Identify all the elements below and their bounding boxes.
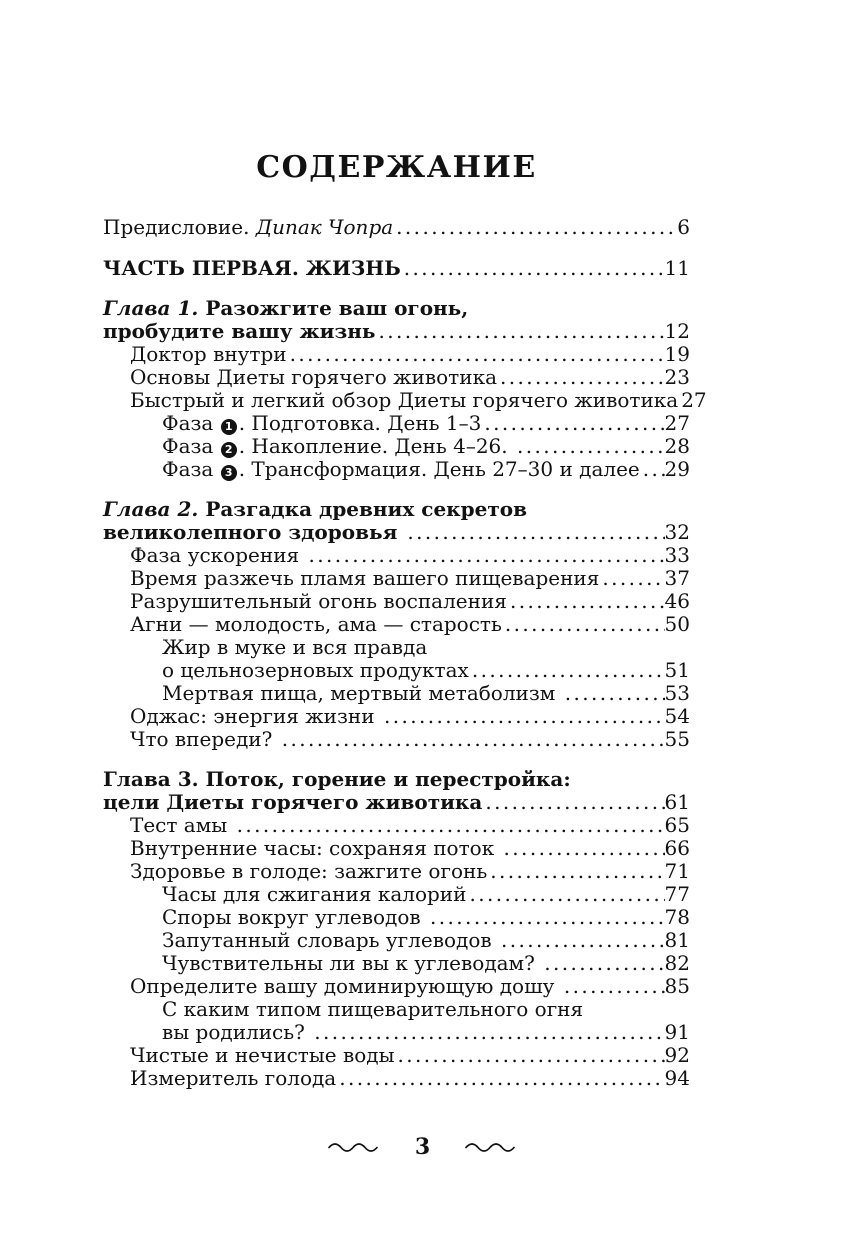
toc-line xyxy=(162,435,690,458)
dot-leader xyxy=(482,791,664,814)
toc-text-segment: Определите вашу доминирующую дошу xyxy=(130,974,561,998)
page-number: 27 xyxy=(664,411,690,435)
toc-line xyxy=(103,791,690,814)
toc-text-segment: Разгадка древних секретов xyxy=(205,497,527,521)
toc-line xyxy=(162,458,690,481)
toc-text-segment: Часы для сжигания калорий xyxy=(162,882,467,906)
toc-text-segment: вы родились? xyxy=(162,1020,312,1044)
toc-entry-text xyxy=(162,906,427,929)
page-number: 82 xyxy=(664,951,690,975)
toc-text-segment: Споры вокруг углеводов xyxy=(162,905,428,929)
dot-leader xyxy=(393,216,677,239)
toc-entry-section xyxy=(103,705,690,728)
dot-leader xyxy=(497,366,665,389)
page-number: 78 xyxy=(664,905,690,929)
toc-line xyxy=(162,929,690,952)
dot-leader xyxy=(287,343,665,366)
toc-line xyxy=(130,343,690,366)
toc-entry-text xyxy=(130,728,279,751)
toc-line xyxy=(103,297,690,320)
toc-entry-subsection xyxy=(103,435,690,458)
toc-entry-section xyxy=(103,388,707,412)
toc-entry-subsection xyxy=(103,906,690,929)
page-number: 53 xyxy=(664,681,690,705)
toc-text-segment: Внутренние часы: сохраняя поток xyxy=(130,836,501,860)
toc-entry-text xyxy=(130,389,678,412)
toc-line xyxy=(130,388,707,412)
dot-leader xyxy=(466,883,664,906)
toc-entry-text xyxy=(103,257,401,280)
toc-text-segment: Фаза ускорения xyxy=(130,543,306,567)
toc-text-segment: Доктор внутри xyxy=(130,342,287,366)
toc-line xyxy=(130,705,690,728)
toc-entry-text xyxy=(130,814,234,837)
phase-number-badge: 3 xyxy=(221,465,237,481)
page-number: 51 xyxy=(664,658,690,682)
toc-text-segment: . Накопление. День 4–26. xyxy=(238,434,514,458)
toc-line xyxy=(130,860,690,883)
toc-text-segment: Фаза xyxy=(162,434,220,458)
toc-text-segment: цели Диеты горячего животика xyxy=(103,790,483,814)
page-number: 50 xyxy=(664,612,690,636)
toc-entry-subsection xyxy=(103,412,690,435)
phase-number-badge: 1 xyxy=(221,419,237,435)
toc-text-segment: Что впереди? xyxy=(130,727,279,751)
toc-entry-text xyxy=(162,929,498,952)
toc-entry-text xyxy=(162,682,562,705)
toc-line xyxy=(130,1067,690,1090)
toc-entry-text xyxy=(130,705,381,728)
toc-entry-section xyxy=(103,1067,690,1090)
dot-leader xyxy=(311,1021,664,1044)
toc-text-segment: Глава 1. xyxy=(103,296,206,320)
toc-line xyxy=(103,216,690,239)
toc-entry-section xyxy=(103,837,690,860)
toc-entry-chapter xyxy=(103,498,690,544)
toc-line xyxy=(162,659,690,682)
toc-line xyxy=(130,613,690,636)
page-number: 33 xyxy=(664,543,690,567)
toc-entry-section xyxy=(103,860,690,883)
dot-leader xyxy=(306,544,665,567)
toc-entry-text xyxy=(130,1044,394,1067)
toc-text-segment: Дипак Чопра xyxy=(255,215,394,239)
wave-ornament-icon xyxy=(326,1141,382,1153)
toc-text-segment: ЧАСТЬ ПЕРВАЯ. ЖИЗНЬ xyxy=(103,256,401,280)
toc-text-segment: С каким типом пищеварительного огня xyxy=(162,997,584,1021)
toc-entry-text xyxy=(162,412,481,435)
toc-line xyxy=(103,257,690,280)
toc-entry-text xyxy=(162,659,469,682)
toc-entry-section xyxy=(103,728,690,751)
toc-entry-text xyxy=(130,975,561,998)
dot-leader xyxy=(401,257,665,280)
toc-text-segment: Чистые и нечистые воды xyxy=(130,1043,395,1067)
dot-leader xyxy=(501,837,665,860)
toc-entry-part xyxy=(103,257,690,280)
page-number: 29 xyxy=(664,457,690,481)
toc-entry-subsection xyxy=(103,952,690,975)
toc-text-segment: Фаза xyxy=(162,457,220,481)
page-number: 28 xyxy=(664,434,690,458)
toc-text-segment: о цельнозерновых продуктах xyxy=(162,658,469,682)
toc-text-segment: . Трансформация. День 27–30 и далее xyxy=(238,457,640,481)
dot-leader xyxy=(498,929,665,952)
toc-entry-subsection xyxy=(103,929,690,952)
dot-leader xyxy=(487,860,664,883)
toc-entry-text xyxy=(162,435,514,458)
toc-entry-text xyxy=(103,521,404,544)
toc-content xyxy=(103,150,707,1090)
toc-entry-text xyxy=(130,613,502,636)
toc-line xyxy=(103,320,690,343)
toc-entry-text xyxy=(162,998,583,1021)
page-number: 71 xyxy=(664,859,690,883)
page-number: 55 xyxy=(664,727,690,751)
dot-leader xyxy=(502,613,665,636)
toc-entry-text xyxy=(130,860,487,883)
toc-text-segment: . Подготовка. День 1–3 xyxy=(238,411,482,435)
toc-entry-text xyxy=(103,498,527,521)
toc-entry-text xyxy=(103,297,468,320)
page-number: 12 xyxy=(664,319,690,343)
toc-entry-text xyxy=(162,458,640,481)
dot-leader xyxy=(394,1044,664,1067)
toc-text-segment: Агни — молодость, ама — старость xyxy=(130,612,502,636)
dot-leader xyxy=(640,458,665,481)
toc-entry-text xyxy=(130,837,501,860)
page-number: 92 xyxy=(664,1043,690,1067)
toc-text-segment: Фаза xyxy=(162,411,220,435)
toc-line xyxy=(103,498,690,521)
toc-line xyxy=(130,1044,690,1067)
toc-entry-section xyxy=(103,544,690,567)
dot-leader xyxy=(375,320,664,343)
toc-entry-subsection xyxy=(103,883,690,906)
toc-text-segment: Тест амы xyxy=(130,813,234,837)
toc-line xyxy=(130,814,690,837)
toc-entry-text xyxy=(130,343,287,366)
page-number: 19 xyxy=(664,342,690,366)
toc-text-segment: Запутанный словарь углеводов xyxy=(162,928,498,952)
dot-leader xyxy=(481,412,664,435)
toc-entry-section xyxy=(103,366,690,389)
page-number: 6 xyxy=(677,215,690,239)
page-number: 27 xyxy=(681,388,707,412)
page-number: 54 xyxy=(664,704,690,728)
toc-line xyxy=(162,1021,690,1044)
toc-entry-text xyxy=(103,216,393,239)
toc-line xyxy=(162,998,690,1021)
toc-line xyxy=(130,567,690,590)
toc-line xyxy=(162,906,690,929)
toc-entry-text xyxy=(162,883,466,906)
toc-line xyxy=(130,975,690,998)
toc-entry-subsection xyxy=(103,458,690,481)
toc-line xyxy=(130,544,690,567)
page-number: 85 xyxy=(664,974,690,998)
toc-line xyxy=(103,521,690,544)
toc-line xyxy=(130,728,690,751)
page-number: 77 xyxy=(664,882,690,906)
toc-entry-section xyxy=(103,567,690,590)
dot-leader xyxy=(561,975,665,998)
phase-number-badge: 2 xyxy=(221,442,237,458)
toc-text-segment: Разожгите ваш огонь, xyxy=(205,296,469,320)
toc-text-segment: пробудите вашу жизнь xyxy=(103,319,376,343)
dot-leader xyxy=(279,728,665,751)
page-number: 32 xyxy=(664,520,690,544)
page-number: 23 xyxy=(664,365,690,389)
toc-line xyxy=(162,412,690,435)
toc-entry-subsection xyxy=(103,636,690,682)
toc-entry-text xyxy=(130,544,306,567)
toc-line xyxy=(130,366,690,389)
toc-line xyxy=(162,682,690,705)
toc-entry-text xyxy=(162,1021,311,1044)
dot-leader xyxy=(336,1067,664,1090)
toc-entry-chapter xyxy=(103,297,690,343)
toc-entry-section xyxy=(103,814,690,837)
dot-leader xyxy=(541,952,664,975)
toc-line xyxy=(130,590,690,613)
page-number: 66 xyxy=(664,836,690,860)
dot-leader xyxy=(234,814,665,837)
toc-text-segment: Глава 3. Поток, горение и перестройка: xyxy=(103,767,571,791)
dot-leader xyxy=(599,567,664,590)
toc-text-segment: великолепного здоровья xyxy=(103,520,405,544)
toc-entry-text xyxy=(130,567,599,590)
toc-entry-text xyxy=(130,366,497,389)
page-number: 61 xyxy=(664,790,690,814)
toc-entry-section xyxy=(103,1044,690,1067)
dot-leader xyxy=(562,682,665,705)
toc-text-segment: Чувствительны ли вы к углеводам? xyxy=(162,951,542,975)
dot-leader xyxy=(427,906,665,929)
toc-text-segment: Жир в муке и вся правда xyxy=(162,635,428,659)
toc-text-segment: Время разжечь пламя вашего пищеварения xyxy=(130,566,600,590)
toc-line xyxy=(103,768,690,791)
dot-leader xyxy=(469,659,665,682)
page-number: 11 xyxy=(664,256,690,280)
toc-line xyxy=(130,837,690,860)
toc-text-segment: Быстрый и легкий обзор Диеты горячего животика xyxy=(130,388,679,412)
page-number: 37 xyxy=(664,566,690,590)
toc-entry-section xyxy=(103,343,690,366)
page-number: 91 xyxy=(664,1020,690,1044)
page-number: 94 xyxy=(664,1066,690,1090)
toc-entry-preface xyxy=(103,216,690,239)
toc-entry-text xyxy=(130,590,507,613)
page-number: 81 xyxy=(664,928,690,952)
toc-list xyxy=(103,215,707,1090)
toc-entry-subsection xyxy=(103,682,690,705)
toc-entry-section xyxy=(103,975,690,998)
page-number: 65 xyxy=(664,813,690,837)
toc-entry-text xyxy=(103,791,482,814)
toc-entry-section xyxy=(103,613,690,636)
toc-text-segment: Глава 2. xyxy=(103,497,206,521)
toc-entry-subsection xyxy=(103,998,690,1044)
toc-entry-text xyxy=(103,768,571,791)
page-title: СОДЕРЖАНИЕ xyxy=(256,150,537,185)
toc-text-segment: Предисловие. xyxy=(103,215,256,239)
toc-entry-text xyxy=(130,1067,336,1090)
toc-text-segment: Измеритель голода xyxy=(130,1066,337,1090)
toc-text-segment: Основы Диеты горячего животика xyxy=(130,365,497,389)
toc-entry-chapter xyxy=(103,768,690,814)
toc-text-segment: Здоровье в голоде: зажгите огонь xyxy=(130,859,488,883)
toc-line xyxy=(162,952,690,975)
footer-page-number: 3 xyxy=(414,1134,431,1160)
dot-leader xyxy=(514,435,665,458)
wave-ornament-icon xyxy=(463,1141,519,1153)
toc-entry-section xyxy=(103,590,690,613)
toc-line xyxy=(162,883,690,906)
page-footer xyxy=(0,1134,845,1160)
dot-leader xyxy=(381,705,665,728)
dot-leader xyxy=(507,590,665,613)
dot-leader xyxy=(404,521,664,544)
toc-line xyxy=(162,636,690,659)
toc-text-segment: Мертвая пища, мертвый метаболизм xyxy=(162,681,562,705)
toc-text-segment: Оджас: энергия жизни xyxy=(130,704,381,728)
toc-text-segment: Разрушительный огонь воспаления xyxy=(130,589,507,613)
toc-entry-text xyxy=(103,320,375,343)
page-number: 46 xyxy=(664,589,690,613)
toc-entry-text xyxy=(162,952,541,975)
toc-entry-text xyxy=(162,636,427,659)
